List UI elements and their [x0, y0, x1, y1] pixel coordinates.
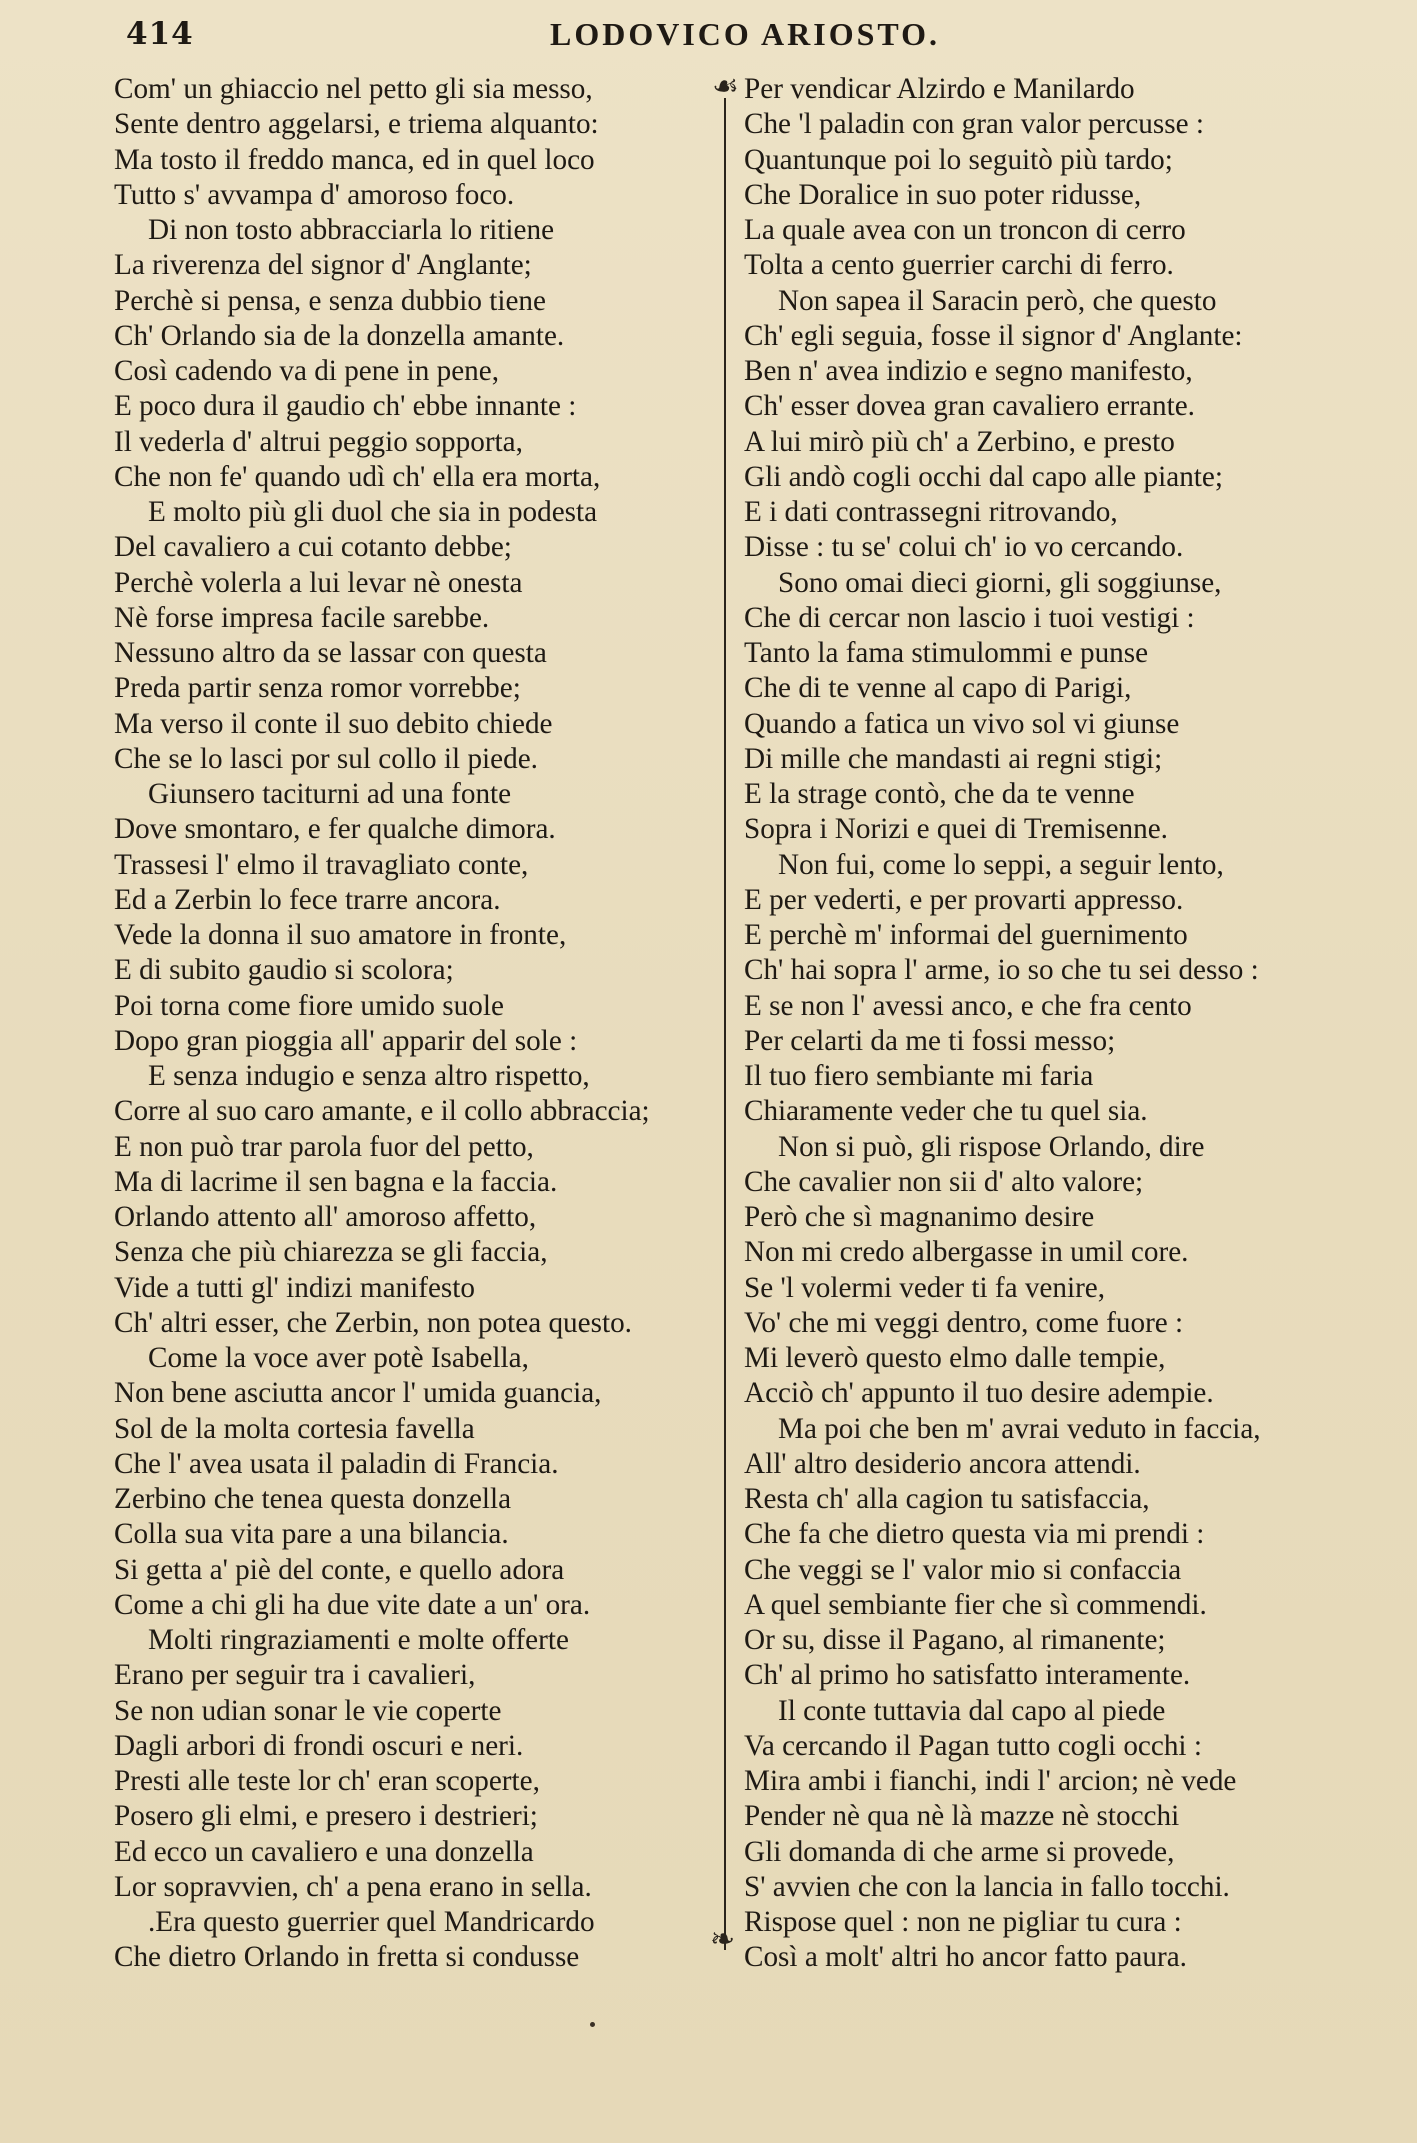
verse-line: Che se lo lasci por sul collo il piede.: [114, 742, 538, 775]
verse-line: Ed a Zerbin lo fece trarre ancora.: [114, 883, 501, 916]
verse-line: Preda partir senza romor vorrebbe;: [114, 672, 521, 705]
verse-line: Il tuo fiero sembiante mi faria: [744, 1060, 1094, 1092]
verse-line: Non mi credo albergasse in umil core.: [744, 1236, 1189, 1269]
verse-line: Chiaramente veder che tu quel sia.: [744, 1095, 1148, 1128]
verse-line: Così cadendo va di pene in pene,: [114, 355, 499, 387]
verse-line: Ch' esser dovea gran cavaliero errante.: [744, 390, 1195, 423]
verse-line: Corre al suo caro amante, e il collo abbraccia;: [114, 1095, 650, 1128]
verse-line: E i dati contrassegni ritrovando,: [744, 496, 1118, 528]
verse-line: E la strage contò, che da te venne: [744, 778, 1135, 810]
verse-line: Come a chi gli ha due vite date a un' ora.: [114, 1588, 591, 1621]
verse-line: Ch' hai sopra l' arme, io so che tu sei desso :: [744, 954, 1259, 987]
verse-line: Va cercando il Pagan tutto cogli occhi :: [744, 1729, 1202, 1762]
verse-line: Giunsero taciturni ad una fonte: [148, 778, 512, 810]
verse-line: Resta ch' alla cagion tu satisfaccia,: [744, 1483, 1150, 1515]
verse-line: Che non fe' quando udì ch' ella era morta,: [114, 460, 601, 493]
verse-line: E senza indugio e senza altro rispetto,: [148, 1060, 590, 1092]
verse-line: Se non udian sonar le vie coperte: [114, 1694, 502, 1727]
verse-line: E se non l' avessi anco, e che fra cento: [744, 989, 1192, 1022]
verse-line: Gli andò cogli occhi dal capo alle piante;: [744, 460, 1223, 493]
verse-line: Mira ambi i fianchi, indi l' arcion; nè vede: [744, 1765, 1237, 1797]
verse-line: E di subito gaudio si scolora;: [114, 954, 454, 987]
verse-line: Sente dentro aggelarsi, e triema alquanto:: [114, 108, 599, 141]
verse-line: Ch' al primo ho satisfatto interamente.: [744, 1659, 1191, 1692]
verse-line: Senza che più chiarezza se gli faccia,: [114, 1236, 548, 1269]
verse-line: Che cavalier non sii d' alto valore;: [744, 1165, 1144, 1198]
verse-line: Ed ecco un cavaliero e una donzella: [114, 1835, 534, 1868]
verse-line: Orlando attento all' amoroso affetto,: [114, 1201, 537, 1233]
verse-line: Sopra i Norizi e quei di Tremisenne.: [744, 813, 1168, 846]
verse-line: Com' un ghiaccio nel petto gli sia messo,: [114, 73, 593, 105]
verse-line: La quale avea con un troncon di cerro: [744, 214, 1186, 246]
verse-line: E non può trar parola fuor del petto,: [114, 1130, 534, 1163]
verse-line: Del cavaliero a cui cotanto debbe;: [114, 531, 512, 564]
verse-line: E poco dura il gaudio ch' ebbe innante :: [114, 390, 577, 423]
verse-line: All' altro desiderio ancora attendi.: [744, 1447, 1141, 1480]
right-text-column: [744, 72, 1344, 1976]
verse-line: Non fui, come lo seppi, a seguir lento,: [778, 848, 1224, 881]
verse-line: S' avvien che con la lancia in fallo tocchi.: [744, 1870, 1230, 1903]
verse-line: Rispose quel : non ne pigliar tu cura :: [744, 1906, 1182, 1938]
verse-line: E molto più gli duol che sia in podesta: [148, 496, 598, 528]
verse-line: Che Doralice in suo poter ridusse,: [744, 178, 1142, 211]
verse-line: Per celarti da me ti fossi messo;: [744, 1024, 1116, 1057]
verse-line: Ch' altri esser, che Zerbin, non potea questo.: [114, 1306, 632, 1339]
page-number: 414: [126, 16, 194, 52]
verse-line: Molti ringraziamenti e molte offerte: [148, 1624, 569, 1656]
verse-line: Posero gli elmi, e presero i destrieri;: [114, 1800, 538, 1833]
verse-line: Se 'l volermi veder ti fa venire,: [744, 1271, 1106, 1304]
verse-line: E per vederti, e per provarti appresso.: [744, 883, 1184, 916]
verse-line: Mi leverò questo elmo dalle tempie,: [744, 1342, 1166, 1374]
verse-line: Pender nè qua nè là mazze nè stocchi: [744, 1800, 1180, 1833]
verse-line: Tanto la fama stimulommi e punse: [744, 637, 1149, 669]
column-divider: [724, 98, 726, 1950]
verse-line: Poi torna come fiore umido suole: [114, 989, 504, 1022]
verse-line: Ch' egli seguia, fosse il signor d' Anglante:: [744, 319, 1243, 352]
verse-line: Come la voce aver potè Isabella,: [148, 1342, 529, 1374]
verse-line: Vede la donna il suo amatore in fronte,: [114, 919, 567, 951]
verse-line: Sono omai dieci giorni, gli soggiunse,: [778, 566, 1222, 599]
verse-line: Ma di lacrime il sen bagna e la faccia.: [114, 1165, 558, 1198]
paper-speck: [590, 2022, 595, 2027]
verse-line: Quando a fatica un vivo sol vi giunse: [744, 707, 1180, 740]
verse-line: Che di te venne al capo di Parigi,: [744, 672, 1132, 705]
verse-line: Dopo gran pioggia all' apparir del sole :: [114, 1024, 578, 1057]
verse-line: Che di cercar non lascio i tuoi vestigi :: [744, 601, 1195, 634]
verse-line: Quantunque poi lo seguitò più tardo;: [744, 143, 1173, 176]
verse-line: Disse : tu se' colui ch' io vo cercando.: [744, 531, 1184, 564]
ornament-top-icon: ☙: [712, 69, 739, 104]
verse-line: La riverenza del signor d' Anglante;: [114, 249, 532, 282]
verse-line: .Era questo guerrier quel Mandricardo: [148, 1906, 595, 1938]
verse-line: Si getta a' piè del conte, e quello adora: [114, 1553, 565, 1586]
verse-line: Tolta a cento guerrier carchi di ferro.: [744, 249, 1174, 282]
verse-line: Zerbino che tenea questa donzella: [114, 1483, 512, 1515]
verse-line: Ma verso il conte il suo debito chiede: [114, 707, 553, 740]
verse-line: Non bene asciutta ancor l' umida guancia,: [114, 1377, 602, 1410]
page-header: [126, 16, 1346, 60]
verse-line: Nè forse impresa facile sarebbe.: [114, 601, 490, 634]
verse-line: Per vendicar Alzirdo e Manilardo: [744, 73, 1135, 105]
verse-line: Tutto s' avvampa d' amoroso foco.: [114, 178, 515, 211]
verse-line: Così a molt' altri ho ancor fatto paura.: [744, 1941, 1187, 1974]
verse-line: Non si può, gli rispose Orlando, dire: [778, 1130, 1205, 1163]
left-text-column: [114, 72, 714, 1976]
verse-line: A quel sembiante fier che sì commendi.: [744, 1588, 1207, 1621]
verse-line: E perchè m' informai del guernimento: [744, 919, 1188, 951]
verse-line: Però che sì magnanimo desire: [744, 1201, 1095, 1233]
verse-line: Dagli arbori di frondi oscuri e neri.: [114, 1729, 524, 1762]
verse-line: Or su, disse il Pagano, al rimanente;: [744, 1624, 1166, 1656]
verse-line: Sol de la molta cortesia favella: [114, 1412, 475, 1445]
verse-line: A lui mirò più ch' a Zerbino, e presto: [744, 425, 1175, 458]
verse-line: Ch' Orlando sia de la donzella amante.: [114, 319, 565, 352]
verse-line: Lor sopravvien, ch' a pena erano in sella.: [114, 1870, 592, 1903]
verse-line: Non sapea il Saracin però, che questo: [778, 284, 1217, 317]
verse-line: Perchè volerla a lui levar nè onesta: [114, 566, 523, 599]
verse-line: Ma tosto il freddo manca, ed in quel loco: [114, 143, 595, 176]
verse-line: Ben n' avea indizio e segno manifesto,: [744, 355, 1193, 387]
verse-line: Che 'l paladin con gran valor percusse :: [744, 108, 1204, 141]
verse-line: Vo' che mi veggi dentro, come fuore :: [744, 1306, 1184, 1339]
verse-line: Il vederla d' altrui peggio sopporta,: [114, 425, 523, 458]
verse-line: Gli domanda di che arme si provede,: [744, 1835, 1175, 1868]
verse-line: Che l' avea usata il paladin di Francia.: [114, 1447, 559, 1480]
verse-line: Vide a tutti gl' indizi manifesto: [114, 1271, 475, 1304]
verse-line: Colla sua vita pare a una bilancia.: [114, 1518, 509, 1551]
verse-line: Il conte tuttavia dal capo al piede: [778, 1694, 1166, 1727]
verse-line: Di non tosto abbracciarla lo ritiene: [148, 214, 555, 246]
verse-line: Ma poi che ben m' avrai veduto in faccia,: [778, 1412, 1261, 1445]
verse-line: Acciò ch' appunto il tuo desire adempie.: [744, 1377, 1214, 1410]
verse-line: Nessuno altro da se lassar con questa: [114, 637, 547, 669]
running-title: LODOVICO ARIOSTO.: [550, 16, 941, 52]
verse-line: Che fa che dietro questa via mi prendi :: [744, 1518, 1205, 1551]
ornament-bottom-icon: ❧: [710, 1922, 736, 1957]
verse-line: Trassesi l' elmo il travagliato conte,: [114, 848, 529, 881]
verse-line: Perchè si pensa, e senza dubbio tiene: [114, 284, 546, 317]
verse-line: Che veggi se l' valor mio si confaccia: [744, 1553, 1182, 1586]
verse-line: Dove smontaro, e fer qualche dimora.: [114, 813, 556, 846]
verse-line: Che dietro Orlando in fretta si condusse: [114, 1941, 580, 1974]
verse-line: Presti alle teste lor ch' eran scoperte,: [114, 1765, 540, 1797]
verse-line: Di mille che mandasti ai regni stigi;: [744, 742, 1163, 775]
verse-line: Erano per seguir tra i cavalieri,: [114, 1659, 476, 1692]
